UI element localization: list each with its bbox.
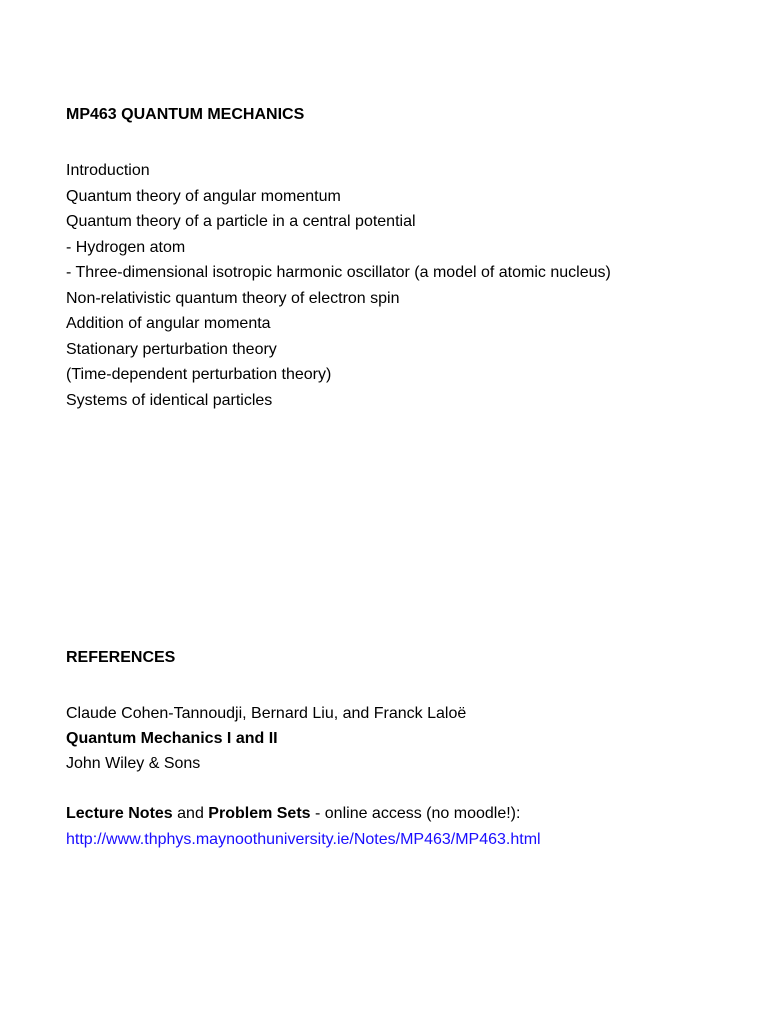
reference-entry — [66, 701, 466, 776]
reference-publisher: John Wiley & Sons — [66, 755, 201, 772]
topic-item: Non-relativistic quantum theory of electron spin — [66, 289, 400, 307]
access-text: - online access (no moodle!): — [310, 805, 521, 822]
topic-item: Introduction — [66, 162, 150, 179]
problem-sets-label: Problem Sets — [208, 805, 311, 822]
topic-item: - Hydrogen atom — [66, 238, 186, 256]
notes-url-link[interactable]: http://www.thphys.maynoothuniversity.ie/Notes/MP463/MP463.html — [66, 830, 541, 848]
topic-item: Stationary perturbation theory — [66, 340, 277, 358]
topic-item: Addition of angular momenta — [66, 315, 271, 332]
topic-item: - Three-dimensional isotropic harmonic oscillator (a model of atomic nucleus) — [66, 264, 611, 281]
reference-book-title: Quantum Mechanics I and II — [66, 730, 278, 747]
topic-item: Systems of identical particles — [66, 391, 273, 409]
topic-item: Quantum theory of angular momentum — [66, 187, 341, 205]
online-notes — [66, 801, 541, 852]
references-heading: REFERENCES — [66, 649, 176, 666]
topic-item: Quantum theory of a particle in a central potential — [66, 213, 416, 230]
course-title: MP463 QUANTUM MECHANICS — [66, 106, 305, 123]
reference-authors: Claude Cohen-Tannoudji, Bernard Liu, and Franck Laloë — [66, 705, 467, 722]
topic-item: (Time-dependent perturbation theory) — [66, 366, 332, 383]
lecture-notes-label: Lecture Notes — [66, 805, 173, 822]
topic-list — [66, 158, 611, 413]
and-text: and — [172, 805, 209, 822]
notes-line — [66, 801, 541, 827]
